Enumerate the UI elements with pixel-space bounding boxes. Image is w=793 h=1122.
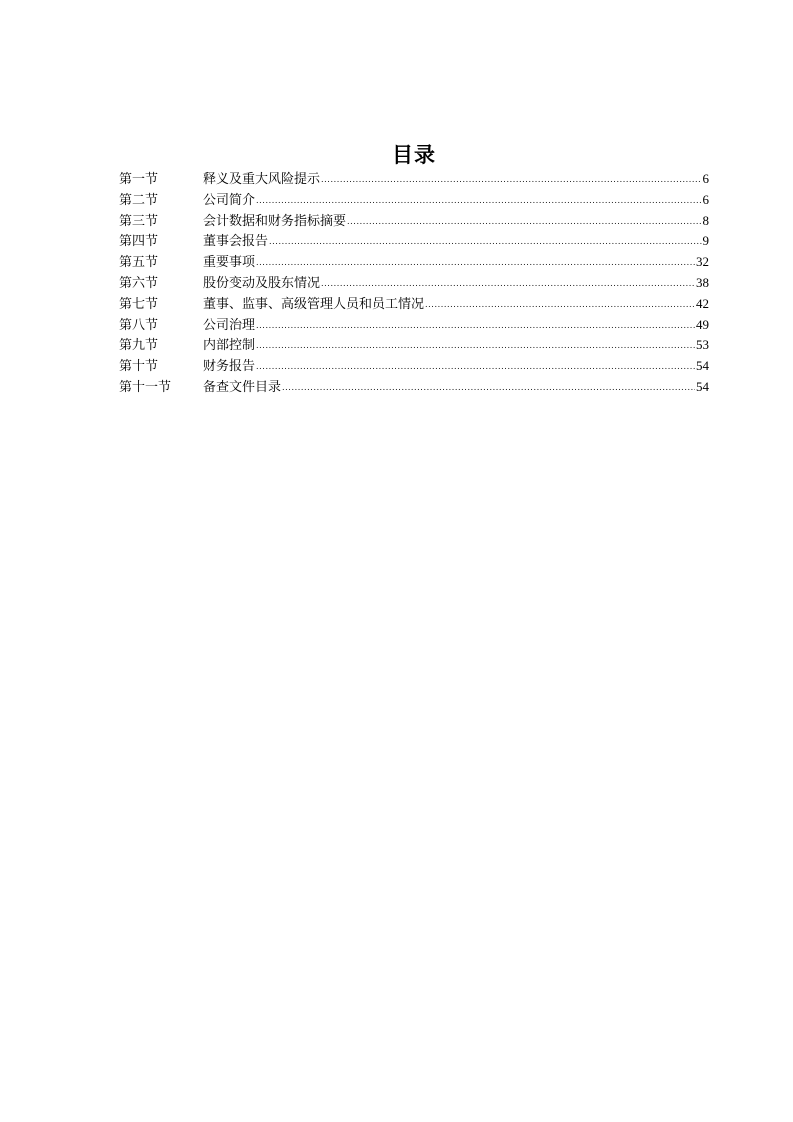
toc-dot-leader	[425, 295, 695, 316]
toc-entry[interactable]	[119, 231, 709, 252]
toc-dot-leader	[269, 232, 701, 253]
toc-dot-leader	[256, 357, 695, 378]
toc-section-number: 第十节	[119, 359, 159, 375]
toc-entry[interactable]	[119, 211, 709, 232]
toc-section-title: 会计数据和财务指标摘要	[203, 213, 347, 229]
toc-page-number: 32	[696, 254, 709, 270]
toc-section-number: 第三节	[119, 213, 159, 229]
toc-page-number: 9	[702, 233, 709, 249]
toc-entry[interactable]	[119, 356, 709, 377]
toc-dot-leader	[256, 191, 701, 212]
toc-page-number: 53	[696, 337, 709, 353]
toc-page-number: 49	[696, 316, 709, 332]
toc-dot-leader	[321, 170, 701, 191]
toc-entry[interactable]	[119, 169, 709, 190]
toc-section-title: 公司简介	[203, 192, 256, 208]
toc-section-title: 内部控制	[203, 338, 256, 354]
toc-entry[interactable]	[119, 335, 709, 356]
toc-section-title: 备查文件目录	[203, 379, 282, 395]
toc-entry[interactable]	[119, 252, 709, 273]
toc-section-number: 第七节	[119, 296, 159, 312]
toc-section-title: 公司治理	[203, 317, 256, 333]
toc-entry[interactable]	[119, 190, 709, 211]
toc-section-title: 董事会报告	[203, 234, 269, 250]
toc-section-number: 第六节	[119, 275, 159, 291]
toc-page-number: 38	[696, 274, 709, 290]
toc-dot-leader	[256, 336, 695, 357]
toc-section-title: 财务报告	[203, 359, 256, 375]
toc-page-number: 6	[702, 191, 709, 207]
toc-section-number: 第四节	[119, 234, 159, 250]
toc-section-title: 股份变动及股东情况	[203, 275, 321, 291]
toc-section-title: 释义及重大风险提示	[203, 172, 321, 187]
toc-entry[interactable]	[119, 273, 709, 294]
toc-dot-leader	[347, 212, 701, 233]
toc-page-number: 6	[702, 171, 709, 186]
toc-page-number: 42	[696, 295, 709, 311]
toc-section-number: 第二节	[119, 192, 159, 208]
toc-title: 目录	[392, 142, 436, 167]
toc-entry[interactable]	[119, 294, 709, 315]
toc-section-number: 第十一节	[119, 379, 172, 395]
toc-dot-leader	[256, 253, 695, 274]
toc-section-title: 重要事项	[203, 255, 256, 271]
toc-section-number: 第一节	[119, 172, 159, 187]
toc-dot-leader	[282, 378, 695, 399]
toc-section-number: 第八节	[119, 317, 159, 333]
toc-page-number: 8	[702, 212, 709, 228]
toc-page-number: 54	[696, 378, 709, 394]
toc-section-title: 董事、监事、高级管理人员和员工情况	[203, 296, 425, 312]
toc-list	[119, 169, 709, 398]
toc-dot-leader	[321, 274, 695, 295]
toc-entry[interactable]	[119, 315, 709, 336]
toc-section-number: 第九节	[119, 338, 159, 354]
toc-entry[interactable]	[119, 377, 709, 398]
toc-section-number: 第五节	[119, 255, 159, 271]
toc-page-number: 54	[696, 358, 709, 374]
toc-dot-leader	[256, 316, 695, 337]
